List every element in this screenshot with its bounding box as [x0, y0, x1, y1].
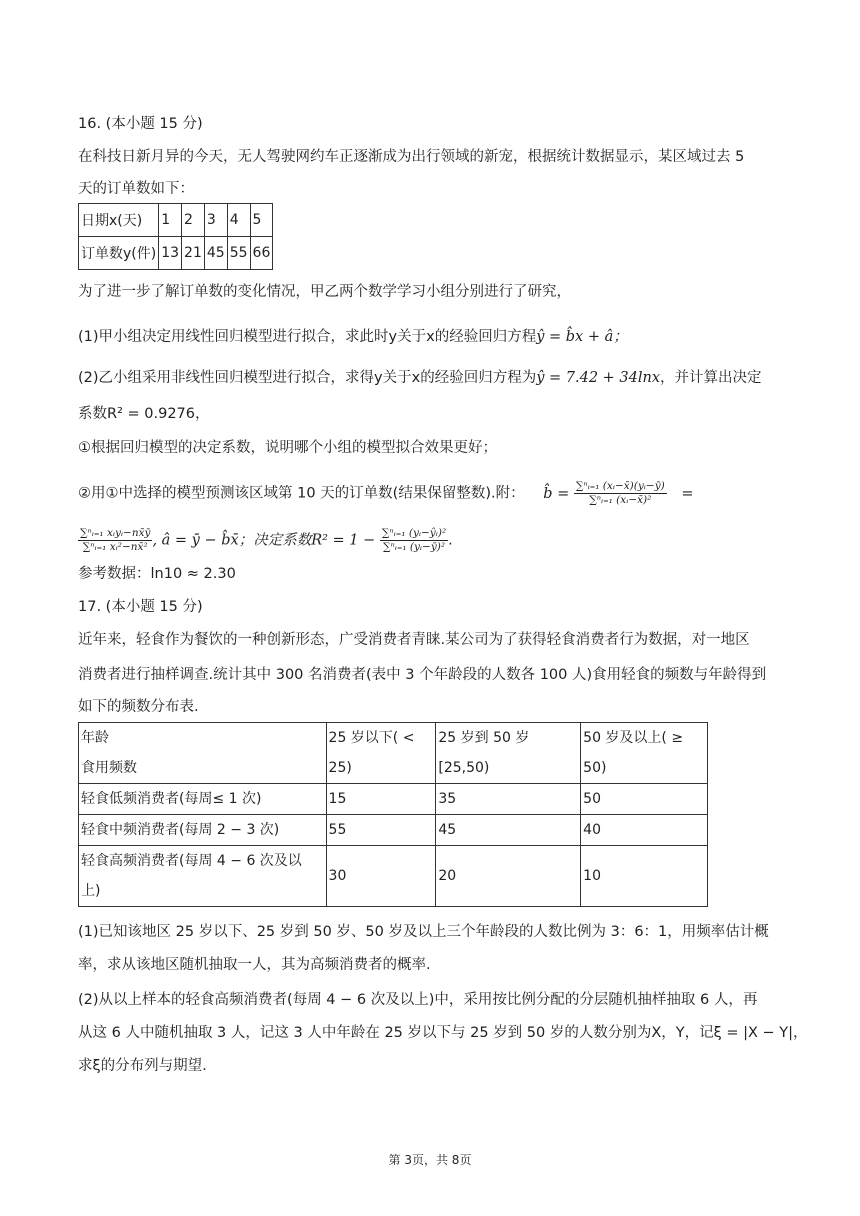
q16-sub1: ①根据回归模型的决定系数，说明哪个小组的模型拟合效果更好；: [78, 440, 497, 456]
q17-part2-line2: 从这 6 人中随机抽取 3 人，记这 3 人中年龄在 25 岁以下与 25 岁到 50 岁的人数分别为X，Y，记ξ = |X − Y|，: [78, 1025, 808, 1041]
q16-reference-data: 参考数据：ln10 ≈ 2.30: [78, 566, 236, 582]
q16-formula-line: [78, 527, 453, 554]
table-row: [79, 204, 273, 237]
formula-equals: =: [681, 485, 694, 502]
formula-b-alt-denominator: ∑ⁿᵢ₌₁ xᵢ²−nx̄²: [82, 541, 148, 553]
q16-part2-line2: 系数R² = 0.9276，: [78, 406, 210, 422]
table-cell: 5: [250, 204, 273, 237]
table-cell: 45: [436, 815, 581, 846]
table-header-col3: [581, 723, 708, 784]
q16-sub2: [78, 480, 694, 507]
q16-part2-text: (2)乙小组采用非线性回归模型进行拟合，求得y关于x的经验回归方程为: [78, 370, 537, 386]
table-cell: 10: [581, 846, 708, 907]
q17-intro-line2: 消费者进行抽样调查.统计其中 300 名消费者(表中 3 个年龄段的人数各 100 人)食用轻食的频数与年龄得到: [78, 667, 767, 683]
table-cell: 4: [227, 204, 250, 237]
table-cell: 66: [250, 237, 273, 270]
table-cell: 55: [326, 815, 436, 846]
table-cell: 50: [581, 784, 708, 815]
col1-line2: 25): [328, 760, 352, 776]
q16-order-table: [78, 203, 273, 270]
corner-top-label: 年龄: [81, 730, 109, 746]
q17-part1-line1: (1)已知该地区 25 岁以下、25 岁到 50 岁、50 岁及以上三个年龄段的人数比例为 3：6：1，用频率估计概: [78, 924, 769, 940]
formula-b-alt-numerator: ∑ⁿᵢ₌₁ xᵢyᵢ−nx̄ȳ: [80, 527, 151, 539]
table-cell: [79, 846, 327, 907]
q16-part2: [78, 368, 762, 388]
table-cell: 轻食低频消费者(每周≤ 1 次): [79, 784, 327, 815]
q16-part1-equation: ŷ = b̂x + â；: [536, 329, 628, 345]
table-cell: 1: [159, 204, 182, 237]
formula-b-alt-fraction: [78, 527, 152, 554]
table-row: [79, 237, 273, 270]
q17-header: 17. (本小题 15 分): [78, 599, 203, 615]
table-cell: 55: [227, 237, 250, 270]
table-row: [79, 784, 708, 815]
q16-part2-equation: ŷ = 7.42 + 34lnx: [536, 370, 661, 386]
formula-b-fraction: [574, 480, 667, 507]
q17-part2-line1: (2)从以上样本的轻食高频消费者(每周 4 − 6 次及以上)中，采用按比例分配的分层随机抽样抽取 6 人，再: [78, 992, 758, 1008]
formula-r2-denominator: ∑ⁿᵢ₌₁ (yᵢ−ȳ)²: [382, 541, 446, 553]
formula-a-and-r2: , â = ȳ − b̂x̄；决定系数R² = 1 −: [152, 532, 376, 549]
table-header-col1: [326, 723, 436, 784]
q16-part2-text-b: ，并计算出决定: [660, 370, 762, 386]
q16-sub2-text: ②用①中选择的模型预测该区域第 10 天的订单数(结果保留整数).附：: [78, 485, 525, 502]
table-cell: 20: [436, 846, 581, 907]
table-row: [79, 846, 708, 907]
corner-bottom-label: 食用频数: [81, 760, 137, 776]
table-cell: 订单数y(件): [79, 237, 159, 270]
q17-part2-line3: 求ξ的分布列与期望.: [78, 1058, 207, 1074]
table-cell: 35: [436, 784, 581, 815]
q17-intro-line1: 近年来，轻食作为餐饮的一种创新形态，广受消费者青睐.某公司为了获得轻食消费者行为数据，对一地区: [78, 632, 750, 648]
q16-part1-text: (1)甲小组决定用线性回归模型进行拟合，求此时y关于x的经验回归方程: [78, 329, 537, 345]
row3-label-line2: 上): [81, 883, 101, 899]
table-cell: 3: [204, 204, 227, 237]
q16-part1: [78, 327, 628, 347]
table-cell: 15: [326, 784, 436, 815]
q16-intro-line1: 在科技日新月异的今天，无人驾驶网约车正逐渐成为出行领域的新宠，根据统计数据显示，某区域过去 5: [78, 149, 745, 165]
formula-b-lhs: b̂ =: [543, 485, 570, 502]
q17-part1-line2: 率，求从该地区随机抽取一人，其为高频消费者的概率.: [78, 957, 431, 973]
table-cell: 21: [182, 237, 205, 270]
q16-header: 16. (本小题 15 分): [78, 116, 203, 132]
col1-line1: 25 岁以下( <: [328, 730, 415, 746]
formula-end: .: [448, 532, 453, 549]
q17-frequency-table: [78, 722, 708, 907]
col3-line2: 50): [583, 760, 607, 776]
q17-intro-line3: 如下的频数分布表.: [78, 699, 199, 715]
row3-label-line1: 轻食高频消费者(每周 4 − 6 次及以: [81, 853, 302, 869]
table-cell: 轻食中频消费者(每周 2 − 3 次): [79, 815, 327, 846]
table-cell: 45: [204, 237, 227, 270]
table-row: [79, 723, 708, 784]
table-cell: 日期x(天): [79, 204, 159, 237]
table-header-col2: 25 岁到 50 岁[25,50): [436, 723, 581, 784]
table-cell: 30: [326, 846, 436, 907]
formula-b-numerator: ∑ⁿᵢ₌₁ (xᵢ−x̄)(yᵢ−ȳ): [575, 480, 665, 492]
table-header-corner: [79, 723, 327, 784]
table-cell: 13: [159, 237, 182, 270]
table-cell: 2: [182, 204, 205, 237]
q16-after-table: 为了进一步了解订单数的变化情况，甲乙两个数学学习小组分别进行了研究，: [78, 284, 571, 300]
page-footer: 第 3页，共 8页: [388, 1153, 472, 1167]
table-cell: 40: [581, 815, 708, 846]
q16-intro-line2: 天的订单数如下：: [78, 181, 194, 197]
formula-r2-numerator: ∑ⁿᵢ₌₁ (yᵢ−ŷᵢ)²: [381, 527, 447, 539]
formula-b-denominator: ∑ⁿᵢ₌₁ (xᵢ−x̄)²: [589, 494, 652, 506]
col3-line1: 50 岁及以上( ≥: [583, 730, 684, 746]
table-row: [79, 815, 708, 846]
formula-r2-fraction: [380, 527, 448, 554]
